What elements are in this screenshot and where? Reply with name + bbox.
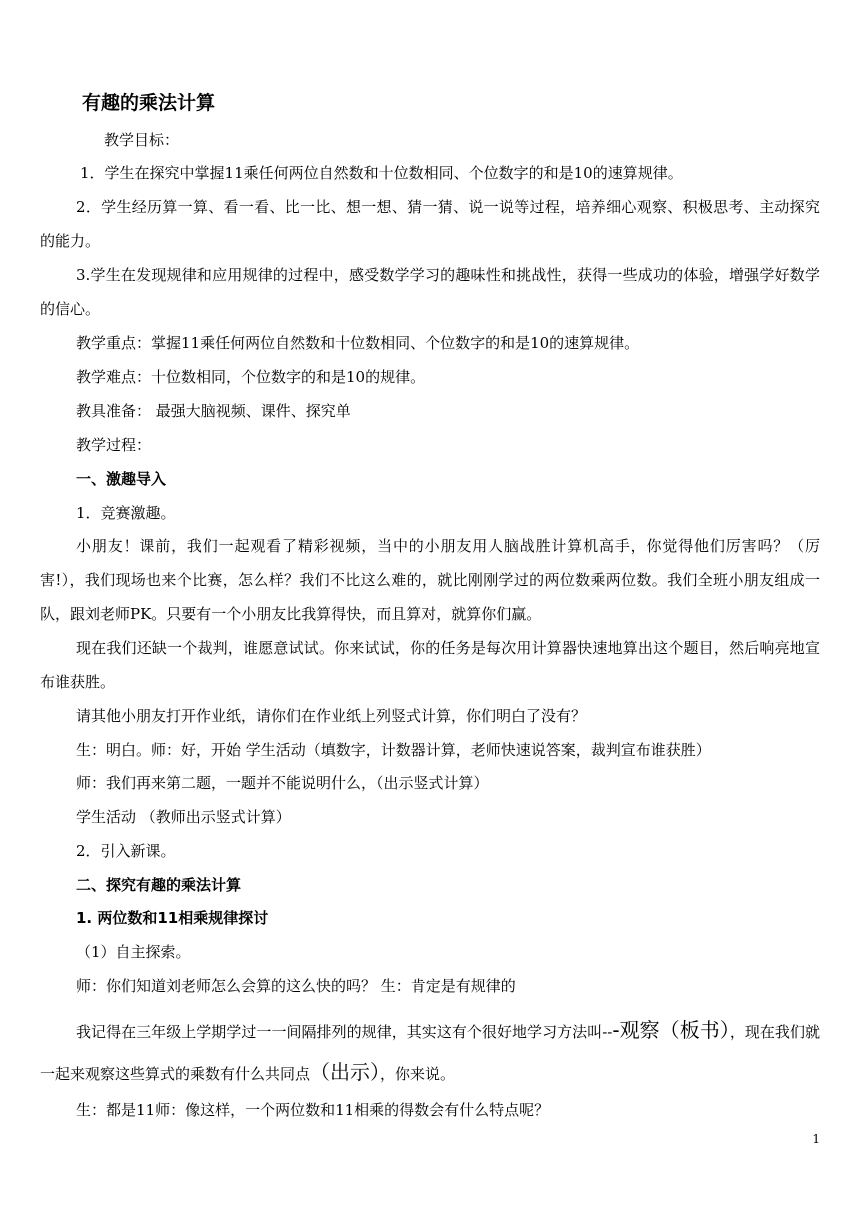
paragraph-9: 生：都是11师：像这样，一个两位数和11相乘的得数会有什么特点呢？ xyxy=(76,1101,550,1119)
paragraph-7: 师：你们知道刘老师怎么会算的这么快的吗？ 生：肯定是有规律的 xyxy=(76,977,516,995)
subsection-1a: （1）自主探索。 xyxy=(76,943,191,961)
item-2: 2．引入新课。 xyxy=(76,842,176,860)
process-label: 教学过程： xyxy=(76,436,152,454)
difficulty: 教学难点：十位数相同，个位数字的和是10的规律。 xyxy=(76,368,426,386)
paragraph-8-text-b: ，现在我们就一起来观察这些算式的乘数有什么共同点 xyxy=(40,1023,821,1083)
paragraph-8-emphasis-a: -观察（板书） xyxy=(612,1018,730,1042)
paragraph-1: 小朋友！课前，我们一起观看了精彩视频，当中的小朋友用人脑战胜计算机高手，你觉得他们厉害吗？（厉害!），我们现场也来个比赛，怎么样？我们不比这么难的，就比刚刚学过的两位数乘两位数。我们全班小朋友组成一队，跟刘老师PK。只要有一个小朋友比我算得快，而且算对，就算你们赢。 xyxy=(40,537,820,623)
section-2-heading: 二、探究有趣的乘法计算 xyxy=(76,876,242,894)
doc-title: 有趣的乘法计算 xyxy=(82,92,216,114)
item-1: 1．竞赛激趣。 xyxy=(76,504,176,522)
teaching-tools: 教具准备： 最强大脑视频、课件、探究单 xyxy=(76,402,351,420)
paragraph-3: 请其他小朋友打开作业纸，请你们在作业纸上列竖式计算，你们明白了没有？ xyxy=(76,707,587,725)
objective-1: 1．学生在探究中掌握11乘任何两位自然数和十位数相同、个位数字的和是10的速算规律。 xyxy=(80,164,683,182)
paragraph-6: 学生活动 （教师出示竖式计算） xyxy=(76,808,291,826)
paragraph-5: 师：我们再来第二题，一题并不能说明什么，（出示竖式计算） xyxy=(76,774,489,792)
objective-2: 2．学生经历算一算、看一看、比一比、想一想、猜一猜、说一说等过程，培养细心观察、积极思考、主动探究的能力。 xyxy=(40,198,820,250)
paragraph-8-text-c: ，你来说。 xyxy=(380,1065,456,1083)
paragraph-4: 生：明白。师：好，开始 学生活动（填数字，计数器计算，老师快速说答案，裁判宣布谁获胜） xyxy=(76,741,711,759)
paragraph-8-text-a: 我记得在三年级上学期学过一一间隔排列的规律，其实这有个很好地学习方法叫-- xyxy=(76,1023,613,1041)
objective-3: 3.学生在发现规律和应用规律的过程中，感受数学学习的趣味性和挑战性，获得一些成功的体验，增强学好数学的信心。 xyxy=(40,266,820,318)
section-1-heading: 一、激趣导入 xyxy=(76,470,167,488)
objectives-label: 教学目标： xyxy=(104,131,180,149)
paragraph-8-emphasis-b: （出示） xyxy=(310,1060,381,1084)
paragraph-2: 现在我们还缺一个裁判，谁愿意试试。你来试试，你的任务是每次用计算器快速地算出这个题目，然后响亮地宣布谁获胜。 xyxy=(40,639,820,691)
paragraph-8 xyxy=(40,1010,820,1094)
key-point: 教学重点：掌握11乘任何两位自然数和十位数相同、个位数字的和是10的速算规律。 xyxy=(76,334,640,352)
subsection-1-heading: 1. 两位数和11相乘规律探讨 xyxy=(76,909,269,927)
page-number: 1 xyxy=(812,1132,820,1146)
